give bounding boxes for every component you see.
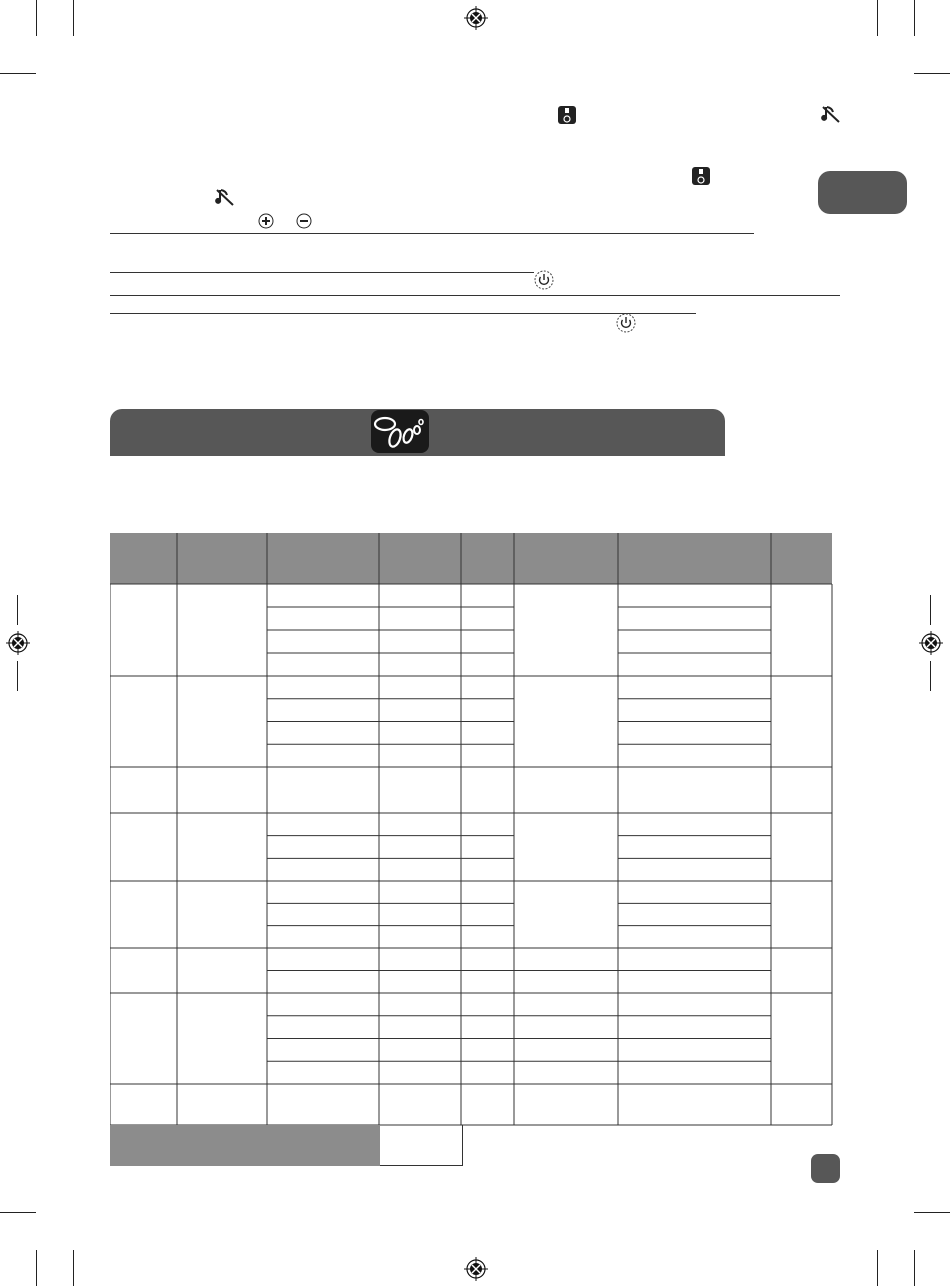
text-rule-1: [110, 233, 754, 234]
registration-line-right: [930, 595, 931, 625]
registration-mark-left-icon: [6, 631, 30, 655]
registration-line-left-2: [17, 661, 18, 691]
registration-line-right-2: [930, 661, 931, 691]
table-footer-value-cell: [380, 1125, 463, 1166]
crop-mark-top-left-h: [0, 73, 36, 74]
crop-mark-top-left-v: [36, 0, 37, 36]
registration-mark-top-icon: [464, 6, 488, 30]
timer-display-icon: [558, 106, 576, 124]
crop-mark-bottom-right-h: [914, 1212, 950, 1213]
crop-mark-bottom-right-v: [877, 1250, 878, 1286]
text-rule-2: [110, 272, 534, 273]
crop-mark-top-right-v: [877, 0, 878, 36]
crop-mark-bottom-left-v2: [73, 1250, 74, 1286]
crop-mark-top-right-h: [914, 73, 950, 74]
power-button-icon-2: [616, 313, 636, 333]
language-tab: [818, 171, 907, 214]
text-rule-4: [110, 313, 696, 314]
minus-button-icon: [296, 213, 312, 229]
bubbles-program-icon: [371, 410, 429, 453]
sound-off-icon: [821, 104, 841, 124]
plus-button-icon: [258, 213, 274, 229]
registration-mark-right-icon: [919, 631, 943, 655]
page-number-badge: [811, 1154, 840, 1183]
crop-mark-top-left-v2: [73, 0, 74, 36]
power-button-icon: [534, 270, 554, 290]
registration-line-left: [17, 595, 18, 625]
table-footer-label-cell: [110, 1125, 380, 1166]
crop-mark-bottom-left-v: [36, 1250, 37, 1286]
crop-mark-bottom-right-v2: [914, 1250, 915, 1286]
sound-off-icon-2: [215, 187, 235, 207]
crop-mark-top-right-v2: [914, 0, 915, 36]
program-table: [110, 533, 834, 1169]
text-rule-3: [110, 295, 840, 296]
table-header-row: [110, 533, 832, 584]
crop-mark-bottom-left-h: [0, 1212, 36, 1213]
registration-mark-bottom-icon: [464, 1257, 488, 1281]
timer-display-icon-2: [692, 167, 710, 185]
